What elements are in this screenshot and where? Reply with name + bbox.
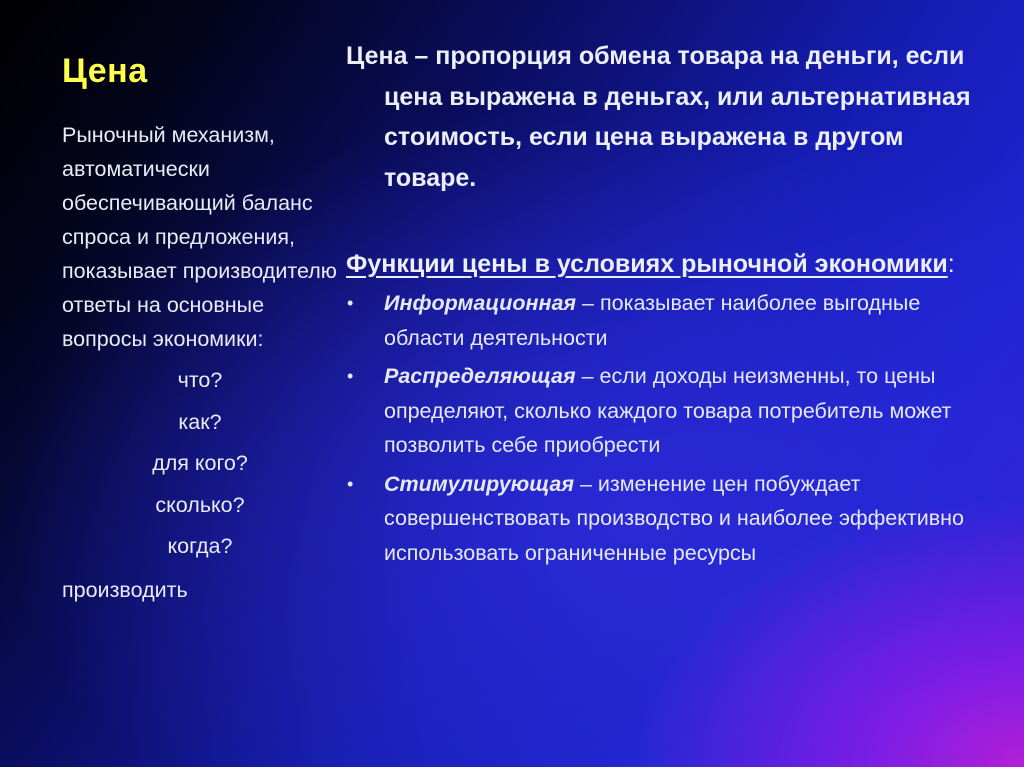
bullet-icon: • [347,366,354,386]
market-mechanism-paragraph: Рыночный механизм, автоматически обеспечивающий баланс спроса и предложения, показывает производителю ответы на основные вопросы экономики: [62,123,337,351]
function-item-distributive [346,359,986,463]
bullet-icon: • [347,293,354,313]
functions-heading-colon: : [947,250,955,278]
question-item: что? [177,368,223,392]
function-term: Распределяющая [384,364,576,388]
question-item: когда? [167,534,233,558]
function-item-stimulating [346,467,986,571]
produce-word: производить [62,577,188,602]
function-term: Информационная [384,291,577,315]
question-item: как? [178,409,222,434]
function-description: – изменение цен побуждает совершенствовать производство и наиболее эффективно использовать ограниченные ресурсы [384,471,965,565]
function-description: – показывает наиболее выгодные области деятельности [384,291,921,350]
left-column [62,118,342,612]
bullet-icon: • [347,473,354,494]
slide-title: Цена [62,52,148,90]
price-definition: Цена – пропорция обмена товара на деньги, если цена выражена в деньгах, или альтернативная стоимость, если цена выражена в другом товаре. [346,42,971,192]
questions-list [62,360,338,568]
functions-list [346,286,986,570]
right-column [346,36,986,574]
functions-heading [346,246,986,282]
functions-heading-text: Функции цены в условиях рыночной экономики [346,250,948,278]
function-description: – если доходы неизменны, то цены определяют, сколько каждого товара потребитель может позволить себе приобрести [384,364,952,457]
question-item: для кого? [152,451,248,475]
question-item: сколько? [155,492,245,517]
function-term: Стимулирующая [384,471,574,496]
function-item-informational [346,286,986,355]
